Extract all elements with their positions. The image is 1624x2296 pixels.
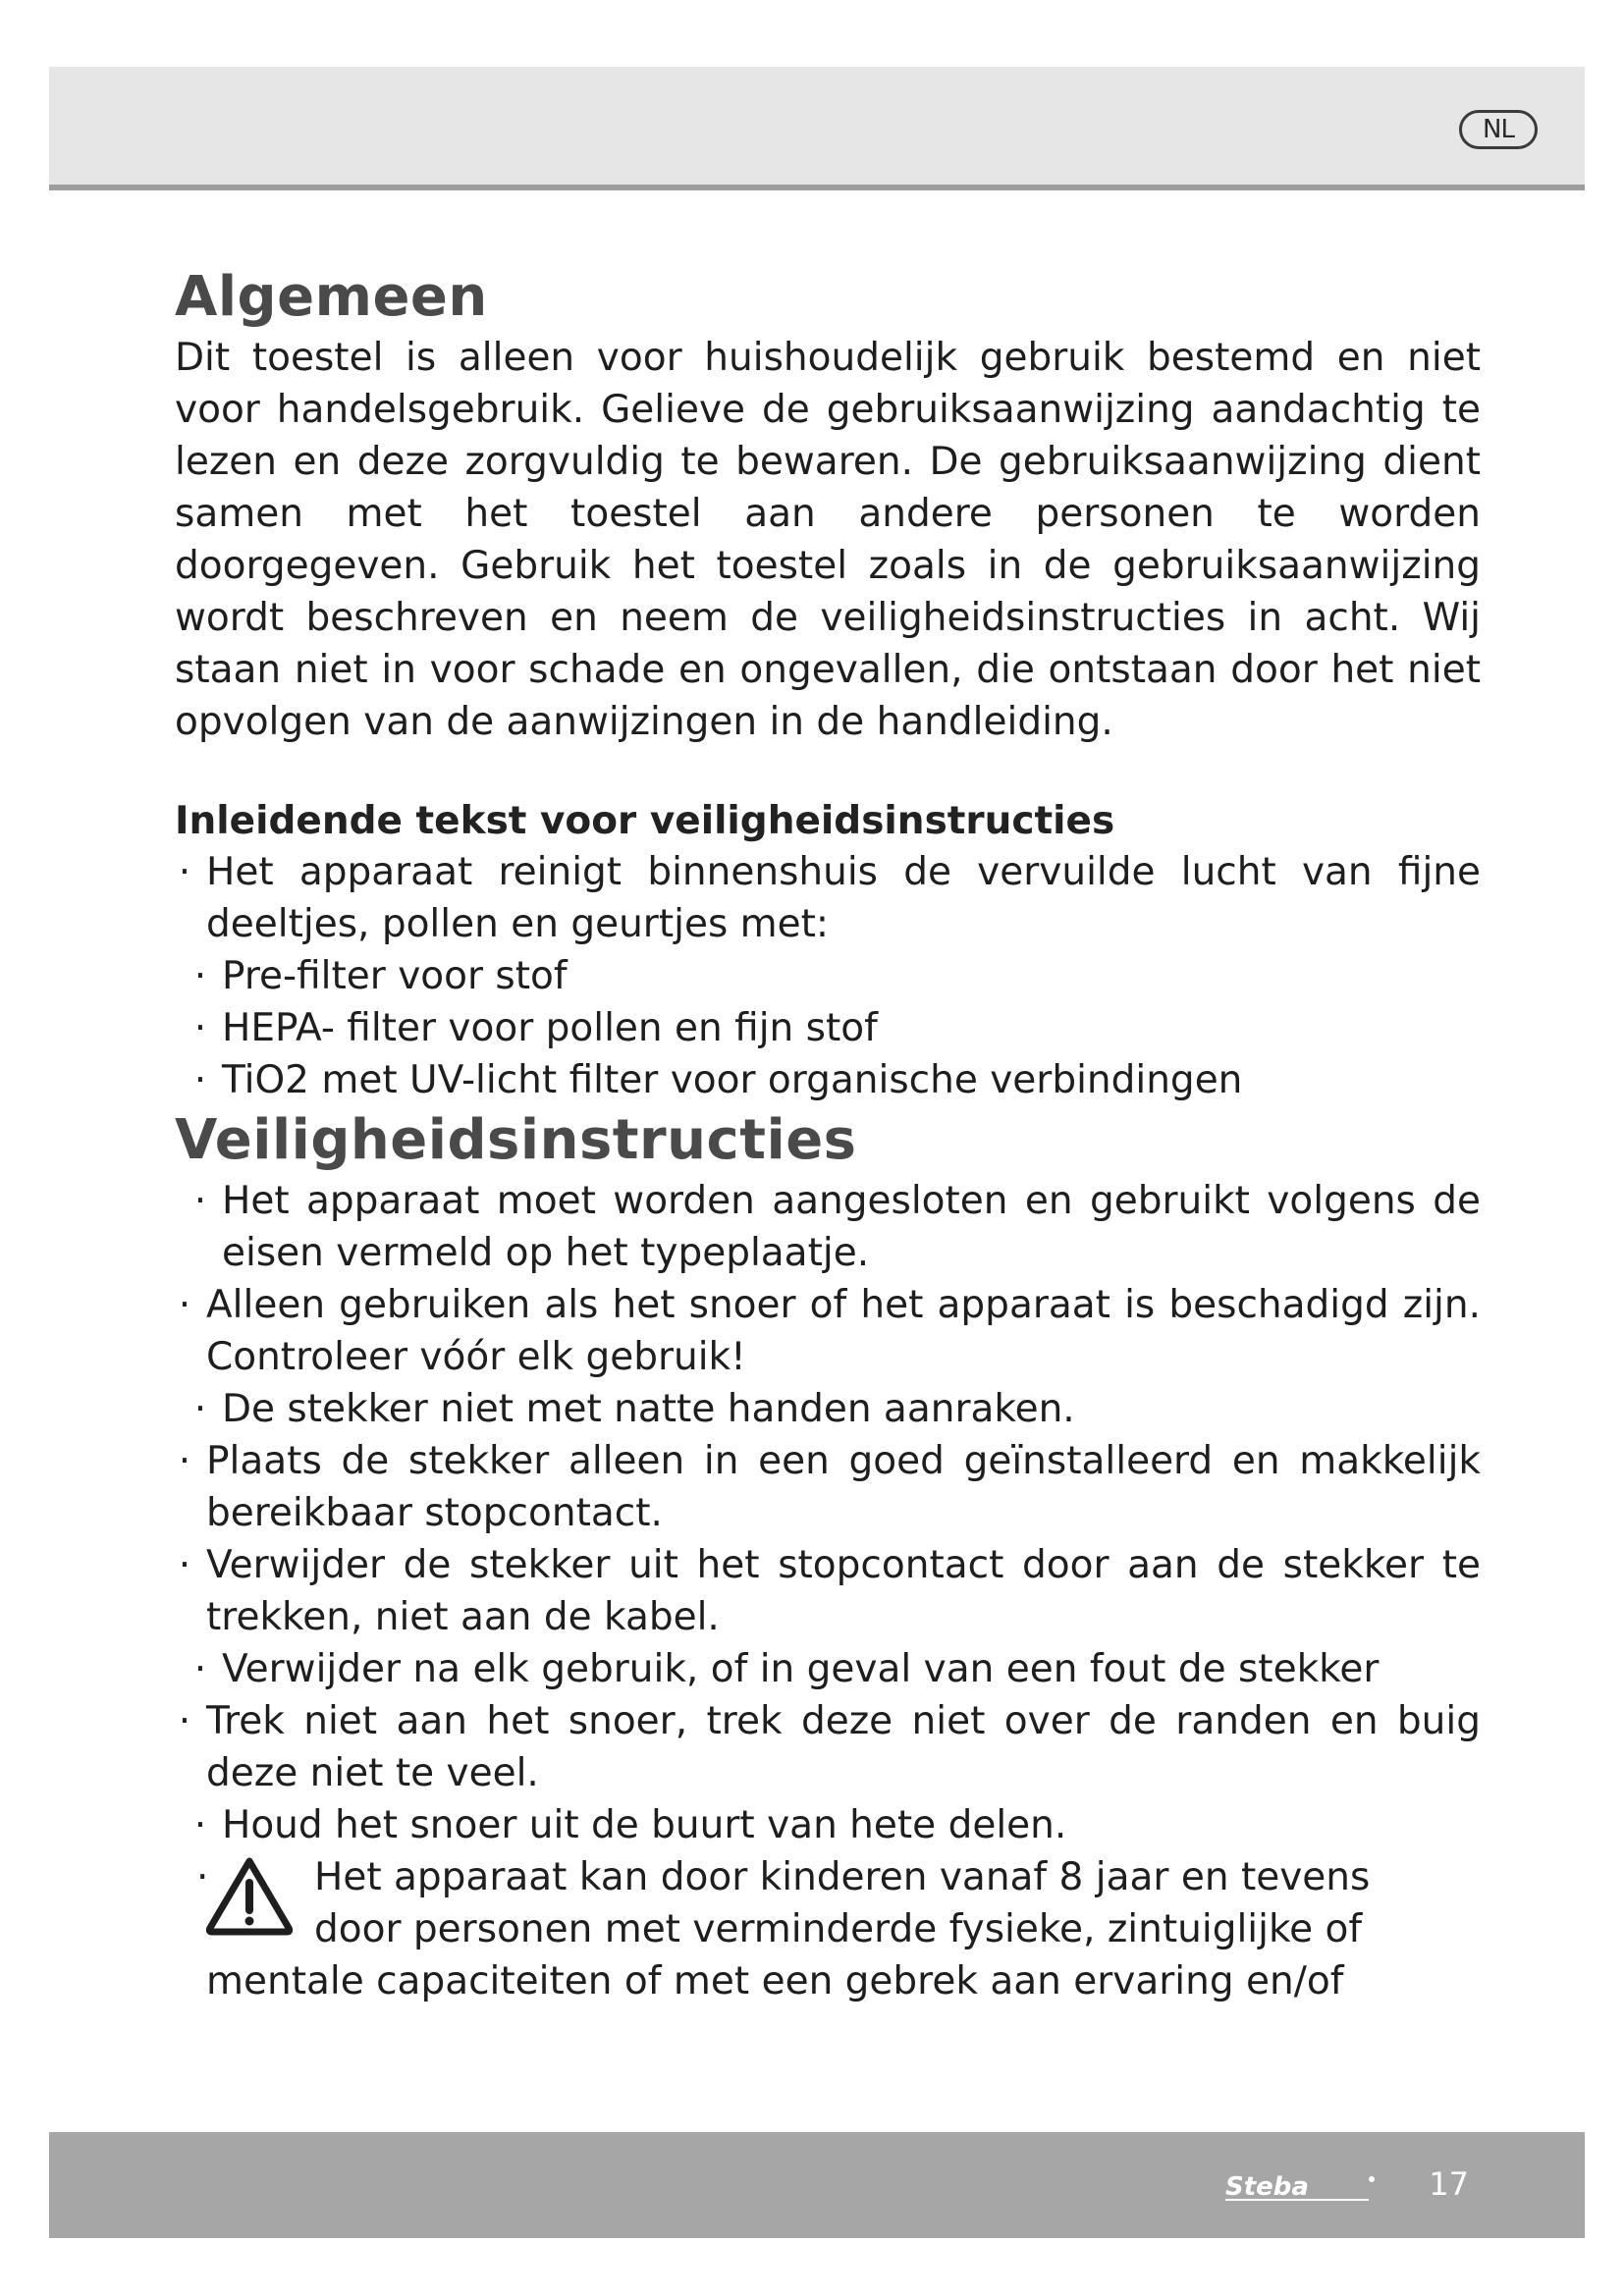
general-paragraph: Dit toestel is alleen voor huishoudelijk gebruik bestemd en niet voor handelsgebruik. Gelieve de gebruiksaanwijzing aandachtig te lezen en deze zorgvuldig te bewaren. De gebruiksaanwijzing dient samen met het toestel aan andere personen te worden doorgegeven. Gebruik het toestel zoals in de gebruiksaanwijzing wordt beschreven en neem de veiligheidsinstructies in acht. Wij staan niet in voor schade en ongevallen, die ontstaan door het niet opvolgen van de aanwijzingen in de handleiding.	[175, 336, 1481, 744]
warning-triangle-icon	[204, 1855, 295, 1936]
section-title-general: Algemeen	[175, 265, 488, 329]
list-item: · Verwijder de stekker uit het stopcontact door aan de stekker te trekken, niet aan de kabel.	[178, 1543, 1481, 1639]
list-item: · Het apparaat reinigt binnenshuis de vervuilde lucht van fijne deeltjes, pollen en geurtjes met:	[178, 850, 1481, 946]
warning-text-line: mentale capaciteiten of met een gebrek aan ervaring en/of	[206, 1959, 1344, 2003]
list-item: · Houd het snoer uit de buurt van hete delen.	[193, 1803, 1067, 1847]
warning-text-line: door personen met verminderde fysieke, zintuiglijke of	[314, 1907, 1363, 1951]
intro-safety-list	[175, 846, 1481, 1106]
list-item: · Alleen gebruiken als het snoer of het apparaat is beschadigd zijn. Controleer vóór elk gebruik!	[178, 1283, 1481, 1379]
safety-list	[175, 1175, 1481, 1851]
warning-text-line: Het apparaat kan door kinderen vanaf 8 jaar en tevens	[314, 1855, 1371, 1899]
list-item: · Pre-filter voor stof	[193, 954, 568, 998]
list-item: · Trek niet aan het snoer, trek deze niet over de randen en buig deze niet te veel.	[178, 1699, 1481, 1795]
list-item: · De stekker niet met natte handen aanraken.	[193, 1387, 1075, 1431]
section-title-safety: Veiligheidsinstructies	[175, 1108, 857, 1172]
footer-band	[49, 2132, 1585, 2238]
brand-name: Steba	[1225, 2172, 1309, 2202]
page-number: 17	[1429, 2165, 1469, 2203]
language-badge: NL	[1459, 110, 1538, 149]
header-band	[49, 67, 1585, 190]
warning-text	[206, 1851, 1481, 2007]
steba-logo	[1221, 2171, 1379, 2205]
bullet: ·	[196, 1855, 209, 1899]
warning-item	[175, 1851, 1481, 2007]
list-item: · TiO2 met UV-licht filter voor organische verbindingen	[193, 1058, 1243, 1102]
list-item: · Het apparaat moet worden aangesloten en gebruikt volgens de eisen vermeld op het typeplaatje.	[193, 1179, 1481, 1275]
list-item: · HEPA- filter voor pollen en fijn stof	[193, 1006, 878, 1050]
page-content	[175, 263, 1481, 2007]
list-item: · Plaats de stekker alleen in een goed geïnstalleerd en makkelijk bereikbaar stopcontact.	[178, 1439, 1481, 1535]
subsection-title-intro-safety: Inleidende tekst voor veiligheidsinstructies	[175, 799, 1115, 843]
list-item: · Verwijder na elk gebruik, of in geval van een fout de stekker	[193, 1647, 1380, 1691]
